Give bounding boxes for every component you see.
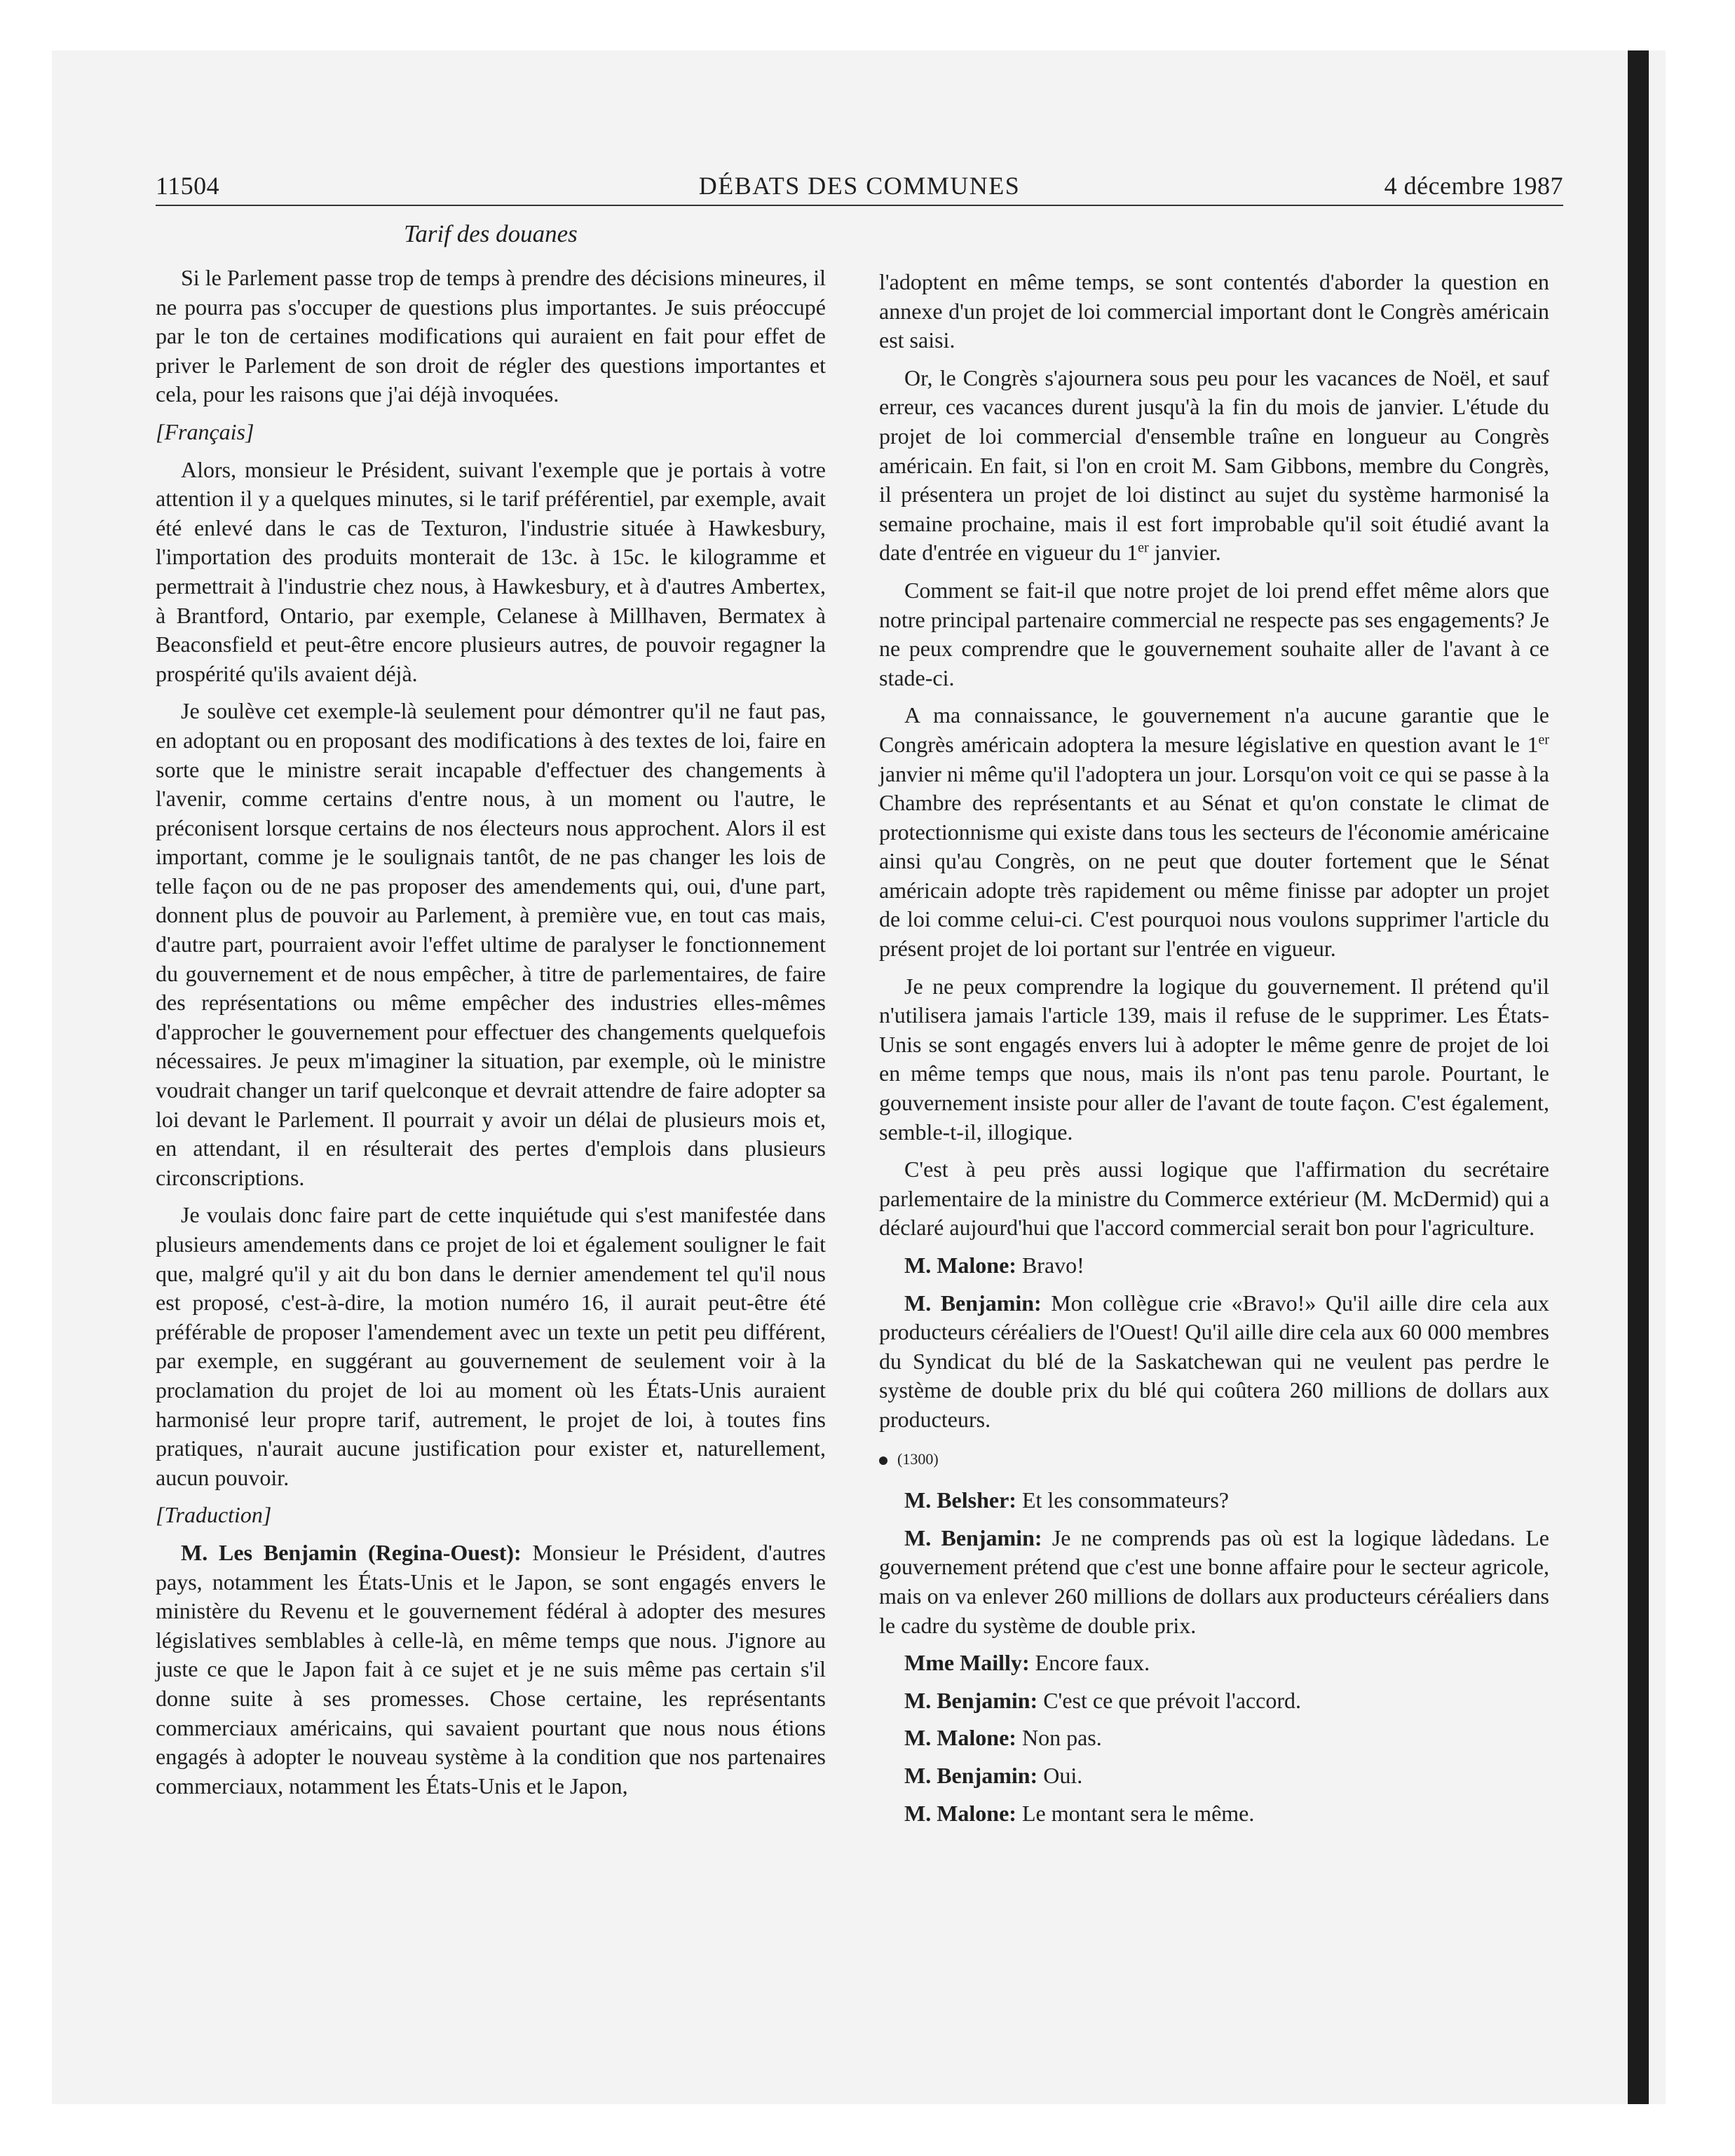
paragraph: Je soulève cet exemple-là seulement pour démontrer qu'il ne faut pas, en adoptant ou en proposant des modifications à des textes de loi, faire en sorte que le ministre serait incapable d'effectuer des changements à l'avenir, comme certains d'entre nous, à un moment ou l'autre, le préconisent lorsque certains de nos électeurs nous approchent. Alors il est important, comme je le soulignais tantôt, de ne pas changer les lois de telle façon ou de ne pas proposer des amendements qui, oui, d'une part, donnent plus de pouvoir au Parlement, à première vue, en tout cas mais, d'autre part, pourraient avoir l'effet ultime de paralyser le fonctionnement du gouvernement et de nous empêcher, à titre de parlementaires, de faire des représentations ou même empêcher des industries elles-mêmes d'approcher le gouvernement pour effectuer des changements quelquefois nécessaires. Je peux m'imaginer la situation, par exemple, où le ministre voudrait changer un tarif quelconque et devrait attendre de faire adopter sa loi devant le Parlement. Il pourrait y avoir un délai de plusieurs mois et, en attendant, il en résulterait des pertes d'emplois dans plusieurs circonscriptions. — [156, 698, 826, 1190]
paragraph — [879, 701, 1549, 963]
right-column — [879, 268, 1549, 1836]
speech-text: Encore faux. — [1029, 1650, 1150, 1676]
speech — [879, 1799, 1549, 1829]
superscript: er — [1538, 732, 1549, 748]
paragraph-text: Or, le Congrès s'ajournera sous peu pour les vacances de Noël, et sauf erreur, ces vacances durent jusqu'à la fin du mois de janvier. L'étude du projet de loi commercial d'ensemble traîne en longueur au Congrès américain. En fait, si l'on en croit M. Sam Gibbons, membre du Congrès, il présentera un projet de loi distinct au sujet du système harmonisé la semaine prochaine, mais il est fort improbable qu'il soit étudié avant la date d'entrée en vigueur du 1 — [879, 364, 1549, 566]
paragraph: C'est à peu près aussi logique que l'affirmation du secrétaire parlementaire de la ministre du Commerce extérieur (M. McDermid) qui a déclaré aujourd'hui que l'accord commercial serait bon pour l'agriculture. — [879, 1157, 1549, 1241]
superscript: er — [1138, 540, 1149, 556]
speech — [879, 1724, 1549, 1753]
speech — [879, 1251, 1549, 1281]
paragraph: Alors, monsieur le Président, suivant l'exemple que je portais à votre attention il y a quelques minutes, si le tarif préférentiel, par exemple, avait été enlevé dans le cas de Texturon, l'industrie située à Hawkesbury, l'importation des produits monterait de 13c. à 15c. le kilogramme et permettrait à l'industrie chez nous, à Hawkesbury, et à d'autres Ambertex, à Brantford, Ontario, par exemple, Celanese à Millhaven, Bermatex à Beaconsfield et peut-être encore plusieurs autres, de pouvoir regagner la prospérité qu'ils avaient déjà. — [156, 456, 826, 686]
speech-text: C'est ce que prévoit l'accord. — [1037, 1687, 1302, 1713]
speaker-name: Mme Mailly: — [904, 1650, 1030, 1676]
time-marker-text: (1300) — [897, 1449, 939, 1468]
speech-text: Le montant sera le même. — [1016, 1800, 1255, 1826]
paragraph: Je ne peux comprendre la logique du gouvernement. Il prétend qu'il n'utilisera jamais l'article 139, mais il refuse de le supprimer. Les États-Unis se sont engagés envers lui à adopter le même genre de projet de loi en même temps que nous, mais ils n'ont pas tenu parole. Pourtant, le gouvernement insiste pour aller de l'avant de toute façon. C'est également, semble-t-il, illogique. — [879, 973, 1549, 1145]
speaker-name: M. Benjamin: — [904, 1687, 1038, 1713]
page-number: 11504 — [156, 172, 220, 200]
left-column — [156, 264, 826, 1809]
speaker-name: M. Benjamin: — [904, 1290, 1042, 1316]
paragraph: Comment se fait-il que notre projet de loi prend effet même alors que notre principal partenaire commercial ne respecte pas ses engagements? Je ne peux comprendre que le gouvernement souhaite aller de l'avant à ce stade-ci. — [879, 577, 1549, 690]
running-header — [156, 168, 1563, 206]
time-marker — [879, 1445, 1549, 1474]
speech-text: Monsieur le Président, d'autres pays, notamment les États-Unis et le Japon, se sont engagés envers le ministère du Revenu et le gouvernement fédéral à adopter des mesures législatives semblables à celle-là, en même temps que nous. J'ignore au juste ce que le Japon fait à ce sujet et je ne suis même pas certain s'il donne suite à ses promesses. Chose certaine, les représentants commerciaux américains, qui savaient pourtant que nous nous étions engagés à adopter le nouveau système à la condition que nos partenaires commerciaux, notamment les États-Unis et le Japon, — [156, 1539, 826, 1799]
speech — [879, 1486, 1549, 1515]
paragraph: Je voulais donc faire part de cette inquiétude qui s'est manifestée dans plusieurs amendements dans ce projet de loi et également souligner le fait que, malgré qu'il y ait du bon dans le dernier amendement tel qu'il nous est proposé, c'est-à-dire, la motion numéro 16, il aurait peut-être été préférable de proposer l'amendement avec un texte un petit peu différent, par exemple, en suggérant au gouvernement de seulement voir à la proclamation du projet de loi au moment où les États-Unis auraient harmonisé leur propre tarif, autrement, le projet de loi, à toutes fins pratiques, n'aurait aucune justification pour exister et, naturellement, aucun pouvoir. — [156, 1202, 826, 1490]
paragraph-text: janvier. — [1148, 540, 1221, 566]
speech — [879, 1649, 1549, 1678]
speaker-name: M. Belsher: — [904, 1487, 1016, 1513]
journal-title: DÉBATS DES COMMUNES — [698, 172, 1021, 200]
language-note: [Français] — [156, 418, 254, 444]
header-date: 4 décembre 1987 — [1384, 172, 1563, 200]
speaker-name: M. Benjamin: — [904, 1524, 1042, 1550]
speaker-name: M. Benjamin: — [904, 1762, 1038, 1788]
language-note: [Traduction] — [156, 1502, 272, 1528]
section-title: Tarif des douanes — [404, 220, 578, 247]
speech — [879, 1686, 1549, 1716]
speaker-name: M. Malone: — [904, 1725, 1016, 1751]
speech — [879, 1761, 1549, 1791]
speech-text: Bravo! — [1016, 1253, 1084, 1278]
speech — [879, 1289, 1549, 1435]
speech — [156, 1538, 826, 1801]
page-edge-shadow — [1628, 50, 1649, 2104]
speech-text: Oui. — [1037, 1762, 1083, 1788]
paragraph: Si le Parlement passe trop de temps à prendre des décisions mineures, il ne pourra pas s'occuper de questions plus importantes. Je suis préoccupé par le ton de certaines modifications qui auraient en fait pour effet de priver le Parlement de son droit de régler des questions importantes et cela, pour les raisons que j'ai déjà invoquées. — [156, 265, 826, 407]
speech-text: Et les consommateurs? — [1016, 1487, 1229, 1513]
speech-text: Non pas. — [1016, 1725, 1102, 1751]
paragraph-text: janvier ni même qu'il l'adoptera un jour. Lorsqu'on voit ce qui se passe à la Chambre des représentants et au Sénat et qu'on constate le climat de protectionnisme qui existe dans tous les secteurs de l'économie américaine ainsi qu'au Congrès, on ne peut que douter fortement que le Sénat américain adopte très rapidement ou même finisse par adopter un projet de loi comme celui-ci. C'est pourquoi nous voulons supprimer l'article du présent projet de loi portant sur l'entrée en vigueur. — [879, 760, 1549, 962]
speech-text: Je ne comprends pas où est la logique làdedans. Le gouvernement prétend que c'est une bonne affaire pour le secteur agricole, mais on va enlever 260 millions de dollars aux producteurs céréaliers dans le cadre du système de double prix. — [879, 1524, 1550, 1638]
paragraph: l'adoptent en même temps, se sont contentés d'aborder la question en annexe d'un projet de loi commercial important dont le Congrès américain est saisi. — [879, 269, 1549, 353]
speaker-name: M. Malone: — [904, 1253, 1016, 1278]
paragraph — [879, 364, 1549, 568]
paragraph-text: A ma connaissance, le gouvernement n'a aucune garantie que le Congrès américain adoptera la mesure législative en question avant le 1 — [879, 702, 1549, 757]
speaker-name: M. Malone: — [904, 1800, 1016, 1826]
speech-text: Mon collègue crie «Bravo!» Qu'il aille dire cela aux producteurs céréaliers de l'Ouest! Qu'il aille dire cela aux 60 000 membres du Syndicat du blé de la Saskatchewan qui ne veulent pas perdre le système de double prix du blé qui coûtera 260 millions de dollars aux producteurs. — [879, 1290, 1550, 1432]
speaker-name: M. Les Benjamin (Regina-Ouest): — [181, 1539, 522, 1565]
bullet-icon — [879, 1456, 887, 1465]
speech — [879, 1524, 1549, 1640]
